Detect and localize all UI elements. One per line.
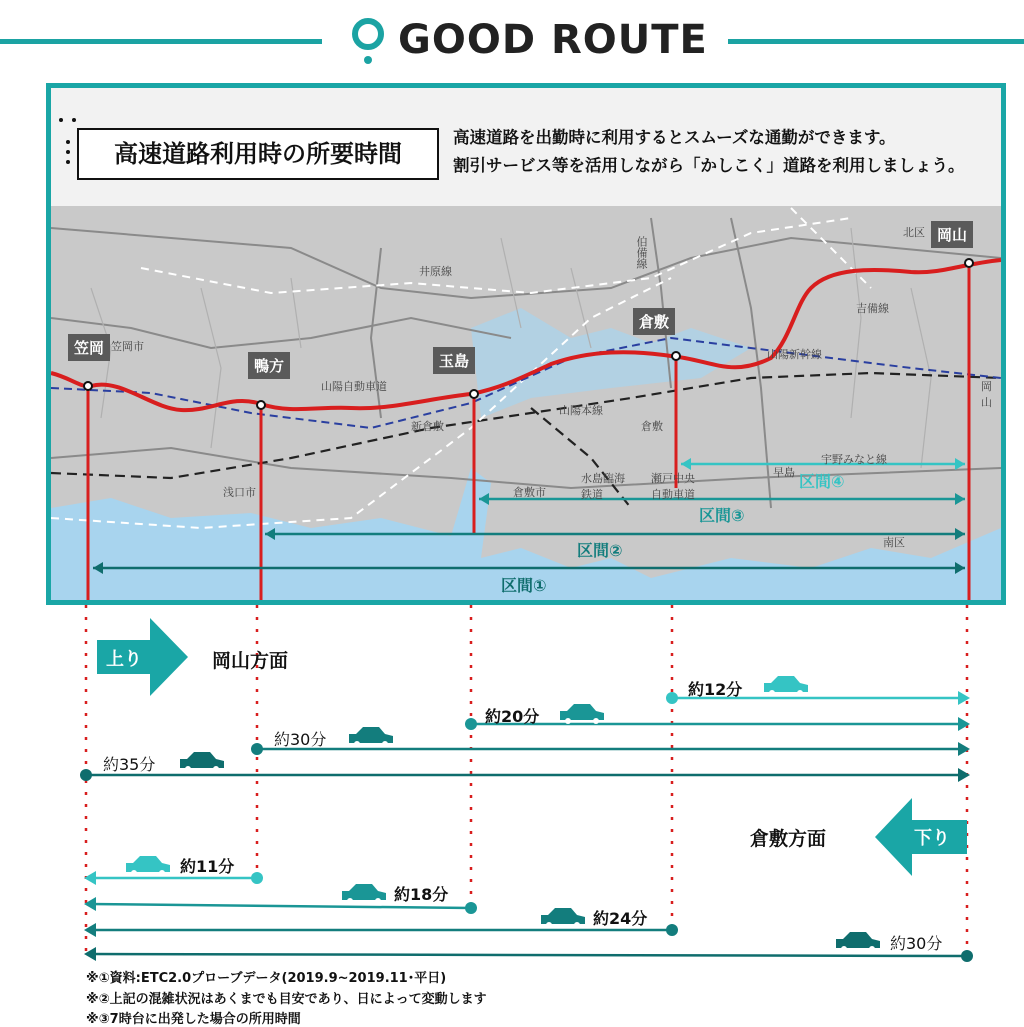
map-description-line2: 割引サービス等を活用しながら「かしこく」道路を利用しましょう。	[453, 156, 965, 175]
car-icon	[764, 676, 808, 696]
place-label: 笠岡市	[111, 340, 144, 353]
up-time-section4: 約12分	[688, 680, 743, 699]
place-label: 山陽本線	[559, 404, 603, 417]
place-label: 新倉敷	[411, 420, 444, 433]
place-label: 早島	[773, 466, 795, 479]
logo-text: GOOD ROUTE	[398, 17, 708, 63]
section-label-1: 区間①	[501, 576, 547, 595]
header-line-left	[0, 39, 322, 44]
station-label-okayama: 岡山	[931, 221, 973, 248]
station-label-kamogata: 鴨方	[248, 352, 290, 379]
note-1: ※①資料:ETC2.0プローブデータ(2019.9~2019.11･平日)	[86, 971, 447, 986]
station-label-kasaoka: 笠岡	[68, 334, 110, 361]
down-time-section3: 約24分	[593, 909, 648, 928]
note-3: ※③7時台に出発した場合の所用時間	[86, 1012, 301, 1027]
logo	[350, 14, 710, 66]
down-time-section2: 約18分	[394, 885, 449, 904]
place-label: 岡山	[981, 380, 992, 409]
car-icon	[560, 704, 604, 724]
car-icon	[342, 884, 386, 904]
place-label: 山陽自動車道	[321, 380, 387, 393]
place-label: 吉備線	[856, 302, 889, 315]
travel-time-diagram	[0, 605, 1024, 965]
section-label-3: 区間③	[699, 506, 745, 525]
place-label: 山陽新幹線	[767, 348, 822, 361]
header-line-right	[728, 39, 1024, 44]
car-icon	[836, 932, 880, 952]
up-time-section2: 約30分	[274, 730, 327, 749]
place-label: 南区	[883, 536, 905, 549]
map-description-line1: 高速道路を出勤時に利用するとスムーズな通勤ができます。	[453, 128, 896, 147]
place-label: 瀬戸中央自動車道	[651, 472, 695, 501]
section-label-2: 区間②	[577, 541, 623, 560]
up-time-section1: 約35分	[103, 755, 156, 774]
car-icon	[126, 856, 170, 876]
up-time-section3: 約20分	[485, 707, 540, 726]
place-label: 倉敷市	[513, 486, 546, 499]
up-badge-label: 上り	[106, 649, 142, 670]
place-label: 水島臨海鉄道	[581, 472, 625, 501]
place-label: 宇野みなと線	[821, 453, 887, 466]
down-direction-label: 倉敷方面	[750, 828, 827, 850]
down-time-section4: 約30分	[890, 934, 943, 953]
section-label-4: 区間④	[799, 472, 845, 491]
route-map	[46, 83, 1006, 605]
station-label-kurashiki: 倉敷	[633, 308, 675, 335]
map-title-bar	[51, 88, 1001, 206]
car-icon	[349, 727, 393, 747]
place-label: 北区	[903, 226, 925, 239]
down-badge-label: 下り	[914, 828, 950, 849]
up-direction-label: 岡山方面	[212, 650, 289, 672]
car-icon	[541, 908, 585, 928]
station-label-tamashima: 玉島	[433, 347, 475, 374]
map-title: 高速道路利用時の所要時間	[77, 128, 439, 180]
location-pin-icon	[350, 14, 390, 66]
place-label: 井原線	[419, 265, 452, 278]
place-label: 浅口市	[223, 486, 256, 499]
note-2: ※②上記の混雑状況はあくまでも目安であり、日によって変動します	[86, 992, 487, 1007]
car-icon	[180, 752, 224, 772]
place-label: 伯備線	[635, 236, 648, 269]
down-time-section1: 約11分	[180, 857, 235, 876]
place-label: 倉敷	[641, 420, 663, 433]
